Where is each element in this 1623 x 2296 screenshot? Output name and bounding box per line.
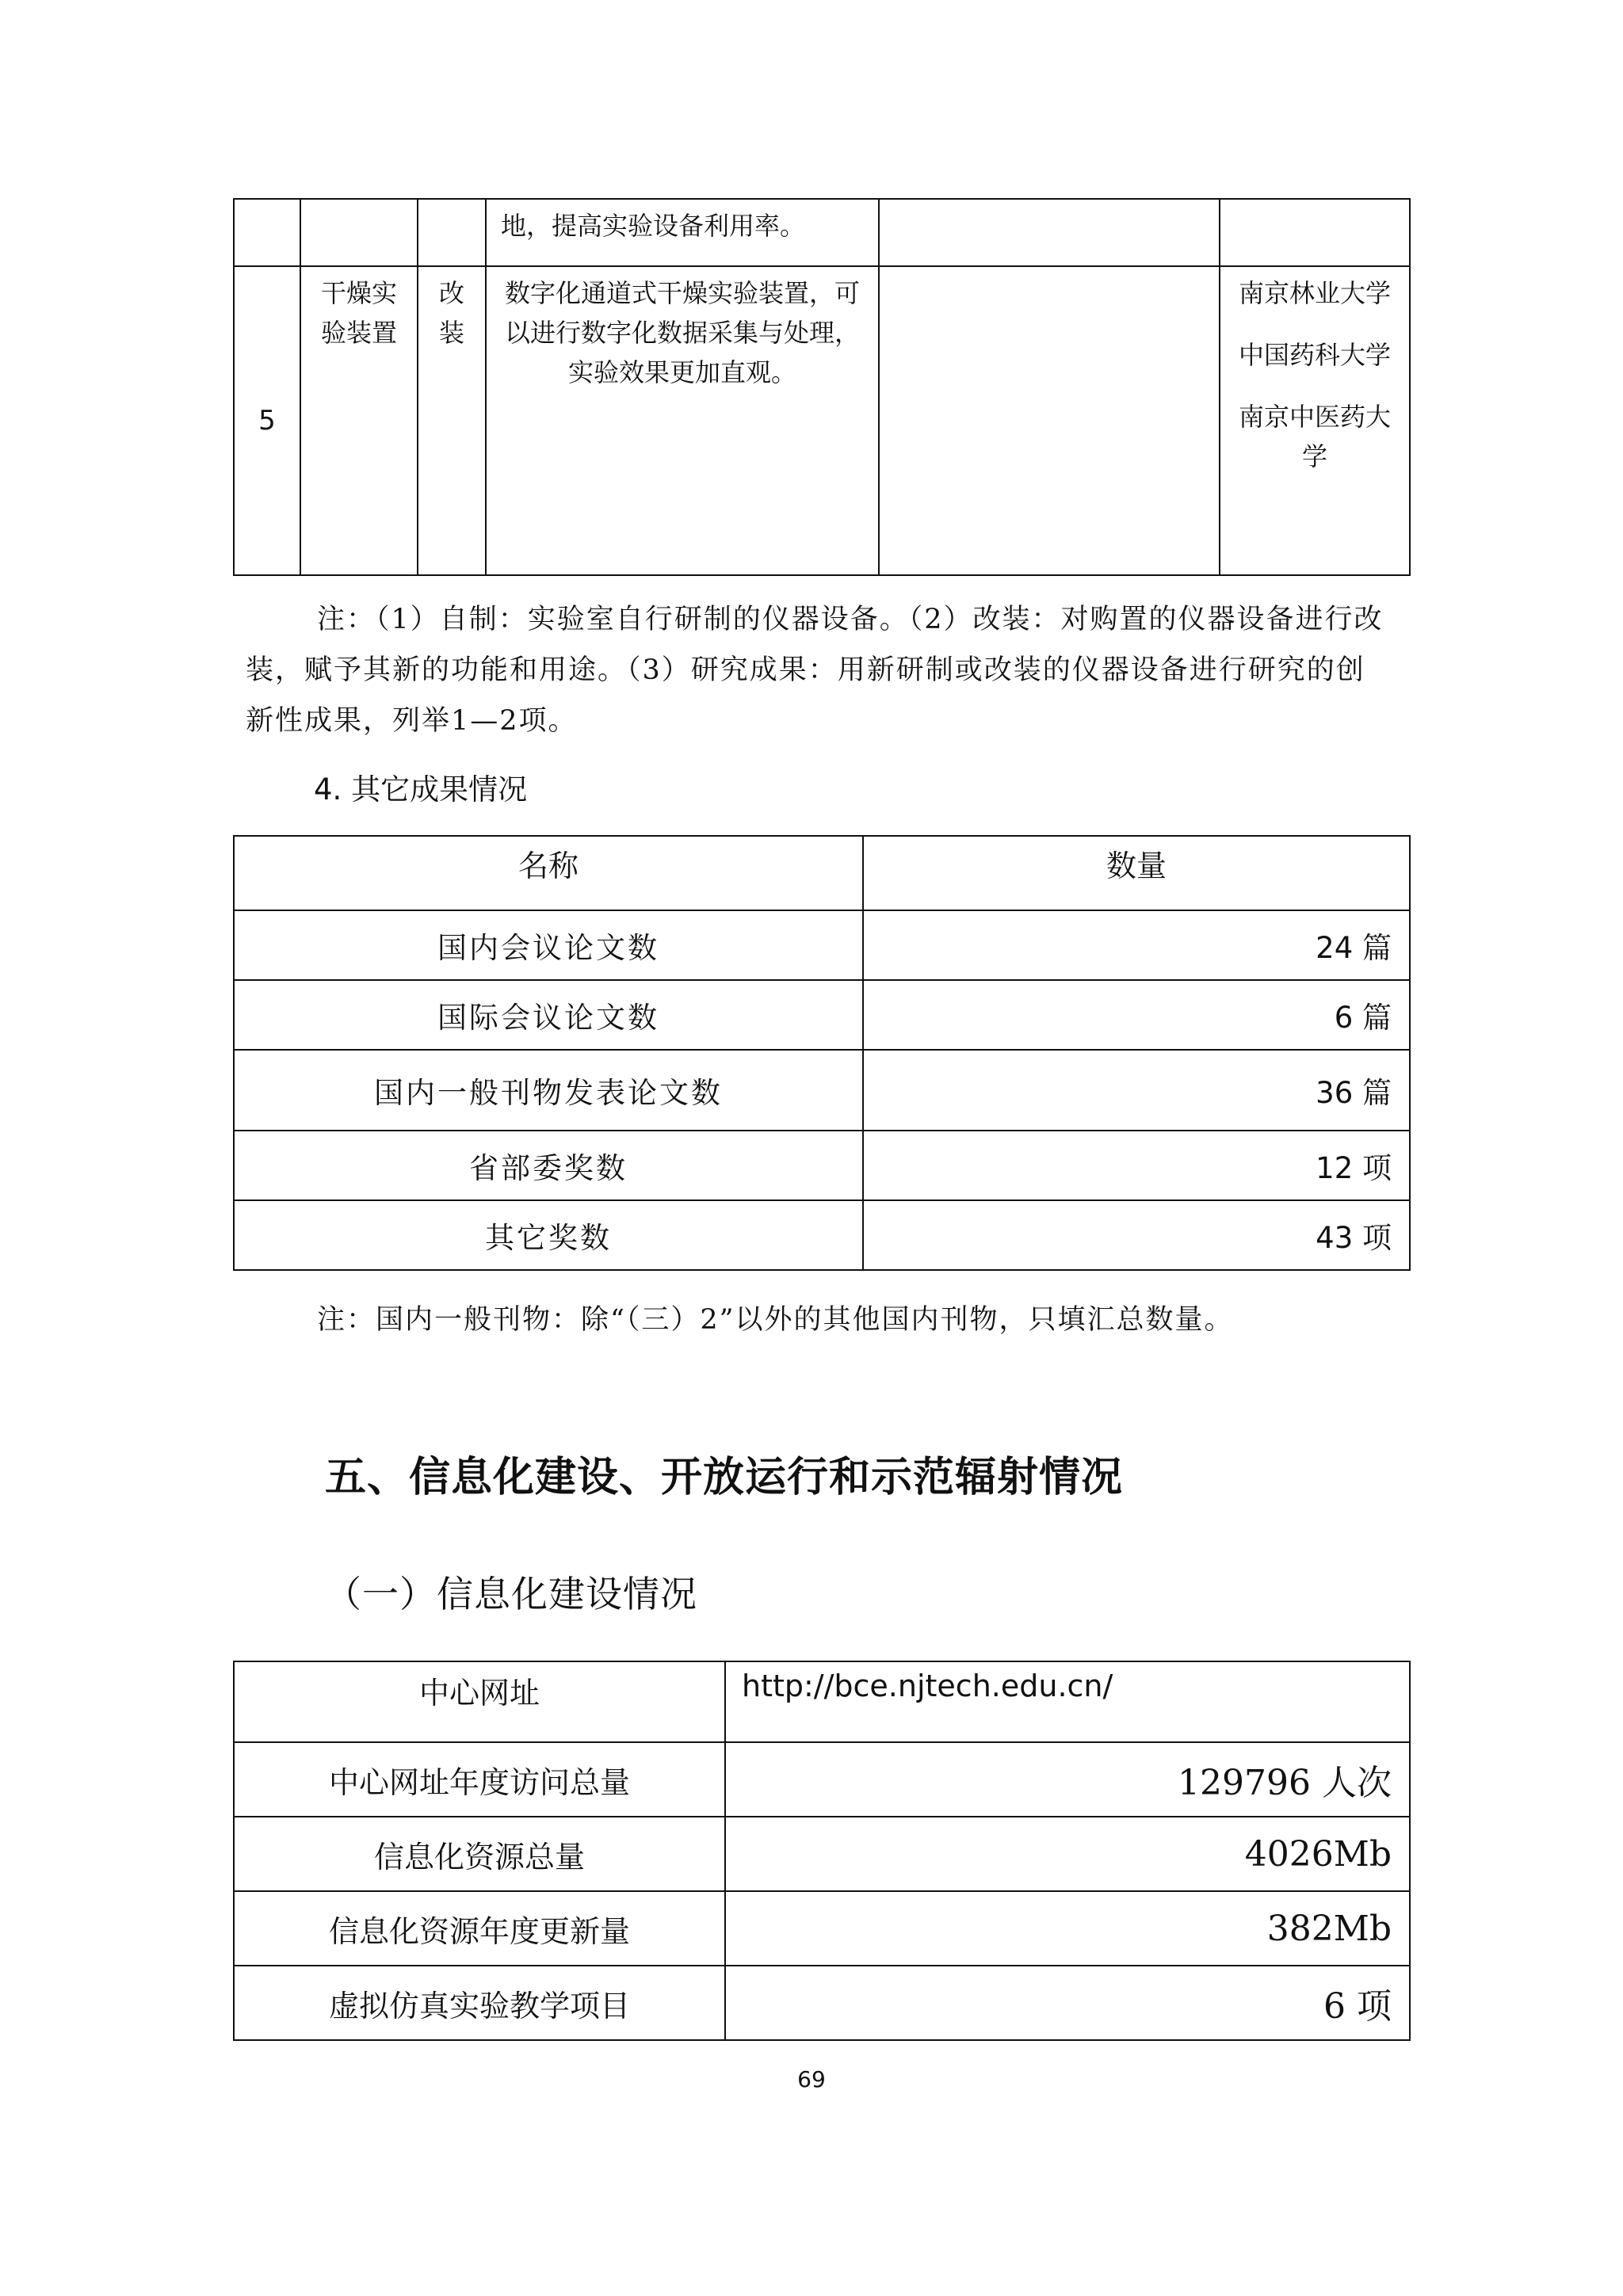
device-desc: 数字化通道式干燥实验装置，可以进行数字化数据采集与处理，实验效果更加直观。 bbox=[486, 266, 879, 575]
device-no: 5 bbox=[234, 266, 300, 575]
unit-3: 南京中医药大学 bbox=[1238, 402, 1391, 471]
result-qty: 43 项 bbox=[863, 1200, 1410, 1270]
result-name: 国内一般刊物发表论文数 bbox=[234, 1050, 863, 1131]
info-label: 信息化资源年度更新量 bbox=[234, 1891, 725, 1966]
table-row bbox=[234, 1050, 1410, 1131]
unit-2: 中国药科大学 bbox=[1238, 340, 1391, 370]
table-row bbox=[234, 266, 1410, 575]
result-qty: 36 篇 bbox=[863, 1050, 1410, 1131]
result-name: 其它奖数 bbox=[234, 1200, 863, 1270]
note-2: 注：国内一般刊物：除“（三）2”以外的其他国内刊物，只填汇总数量。 bbox=[317, 1304, 1234, 1336]
section-4-title: 4. 其它成果情况 bbox=[314, 772, 528, 807]
info-value: 6 项 bbox=[725, 1966, 1410, 2040]
table-row bbox=[234, 910, 1410, 980]
col-header-name: 名称 bbox=[234, 836, 863, 910]
subsection-1-title: （一）信息化建设情况 bbox=[325, 1573, 697, 1615]
info-table bbox=[233, 1661, 1411, 2041]
table-row bbox=[234, 1661, 1410, 1742]
info-value: 129796 人次 bbox=[725, 1742, 1410, 1817]
info-label: 虚拟仿真实验教学项目 bbox=[234, 1966, 725, 2040]
other-results-table bbox=[233, 835, 1411, 1271]
table-header-row bbox=[234, 836, 1410, 910]
info-label: 中心网址 bbox=[234, 1661, 725, 1742]
device-name: 干燥实验装置 bbox=[300, 266, 418, 575]
table-row bbox=[234, 1742, 1410, 1817]
result-name: 国际会议论文数 bbox=[234, 980, 863, 1050]
result-name: 省部委奖数 bbox=[234, 1131, 863, 1200]
result-qty: 6 篇 bbox=[863, 980, 1410, 1050]
table-row bbox=[234, 1891, 1410, 1966]
result-qty: 24 篇 bbox=[863, 910, 1410, 980]
col-header-qty: 数量 bbox=[863, 836, 1410, 910]
info-label: 信息化资源总量 bbox=[234, 1817, 725, 1891]
info-label: 中心网址年度访问总量 bbox=[234, 1742, 725, 1817]
section-5-title: 五、信息化建设、开放运行和示范辐射情况 bbox=[325, 1454, 1124, 1501]
table-row bbox=[234, 1966, 1410, 2040]
info-value: 4026Mb bbox=[725, 1817, 1410, 1891]
table-row bbox=[234, 980, 1410, 1050]
note-1: 注：（1）自制：实验室自行研制的仪器设备。（2）改装：对购置的仪器设备进行改装，赋予其新的功能和用途。（3）研究成果：用新研制或改装的仪器设备进行研究的创新性成果，列举1—2项。 bbox=[246, 604, 1384, 737]
page-number: 69 bbox=[797, 2066, 826, 2092]
table-row bbox=[234, 1131, 1410, 1200]
info-url: http://bce.njtech.edu.cn/ bbox=[725, 1661, 1410, 1742]
table-row bbox=[234, 1817, 1410, 1891]
device-table bbox=[233, 198, 1411, 576]
device-desc-cont: 地，提高实验设备利用率。 bbox=[486, 199, 879, 266]
device-type: 改装 bbox=[418, 266, 486, 575]
table-row bbox=[234, 199, 1410, 266]
unit-1: 南京林业大学 bbox=[1238, 278, 1391, 308]
table-row bbox=[234, 1200, 1410, 1270]
result-name: 国内会议论文数 bbox=[234, 910, 863, 980]
result-qty: 12 项 bbox=[863, 1131, 1410, 1200]
device-units bbox=[1220, 266, 1410, 575]
info-value: 382Mb bbox=[725, 1891, 1410, 1966]
